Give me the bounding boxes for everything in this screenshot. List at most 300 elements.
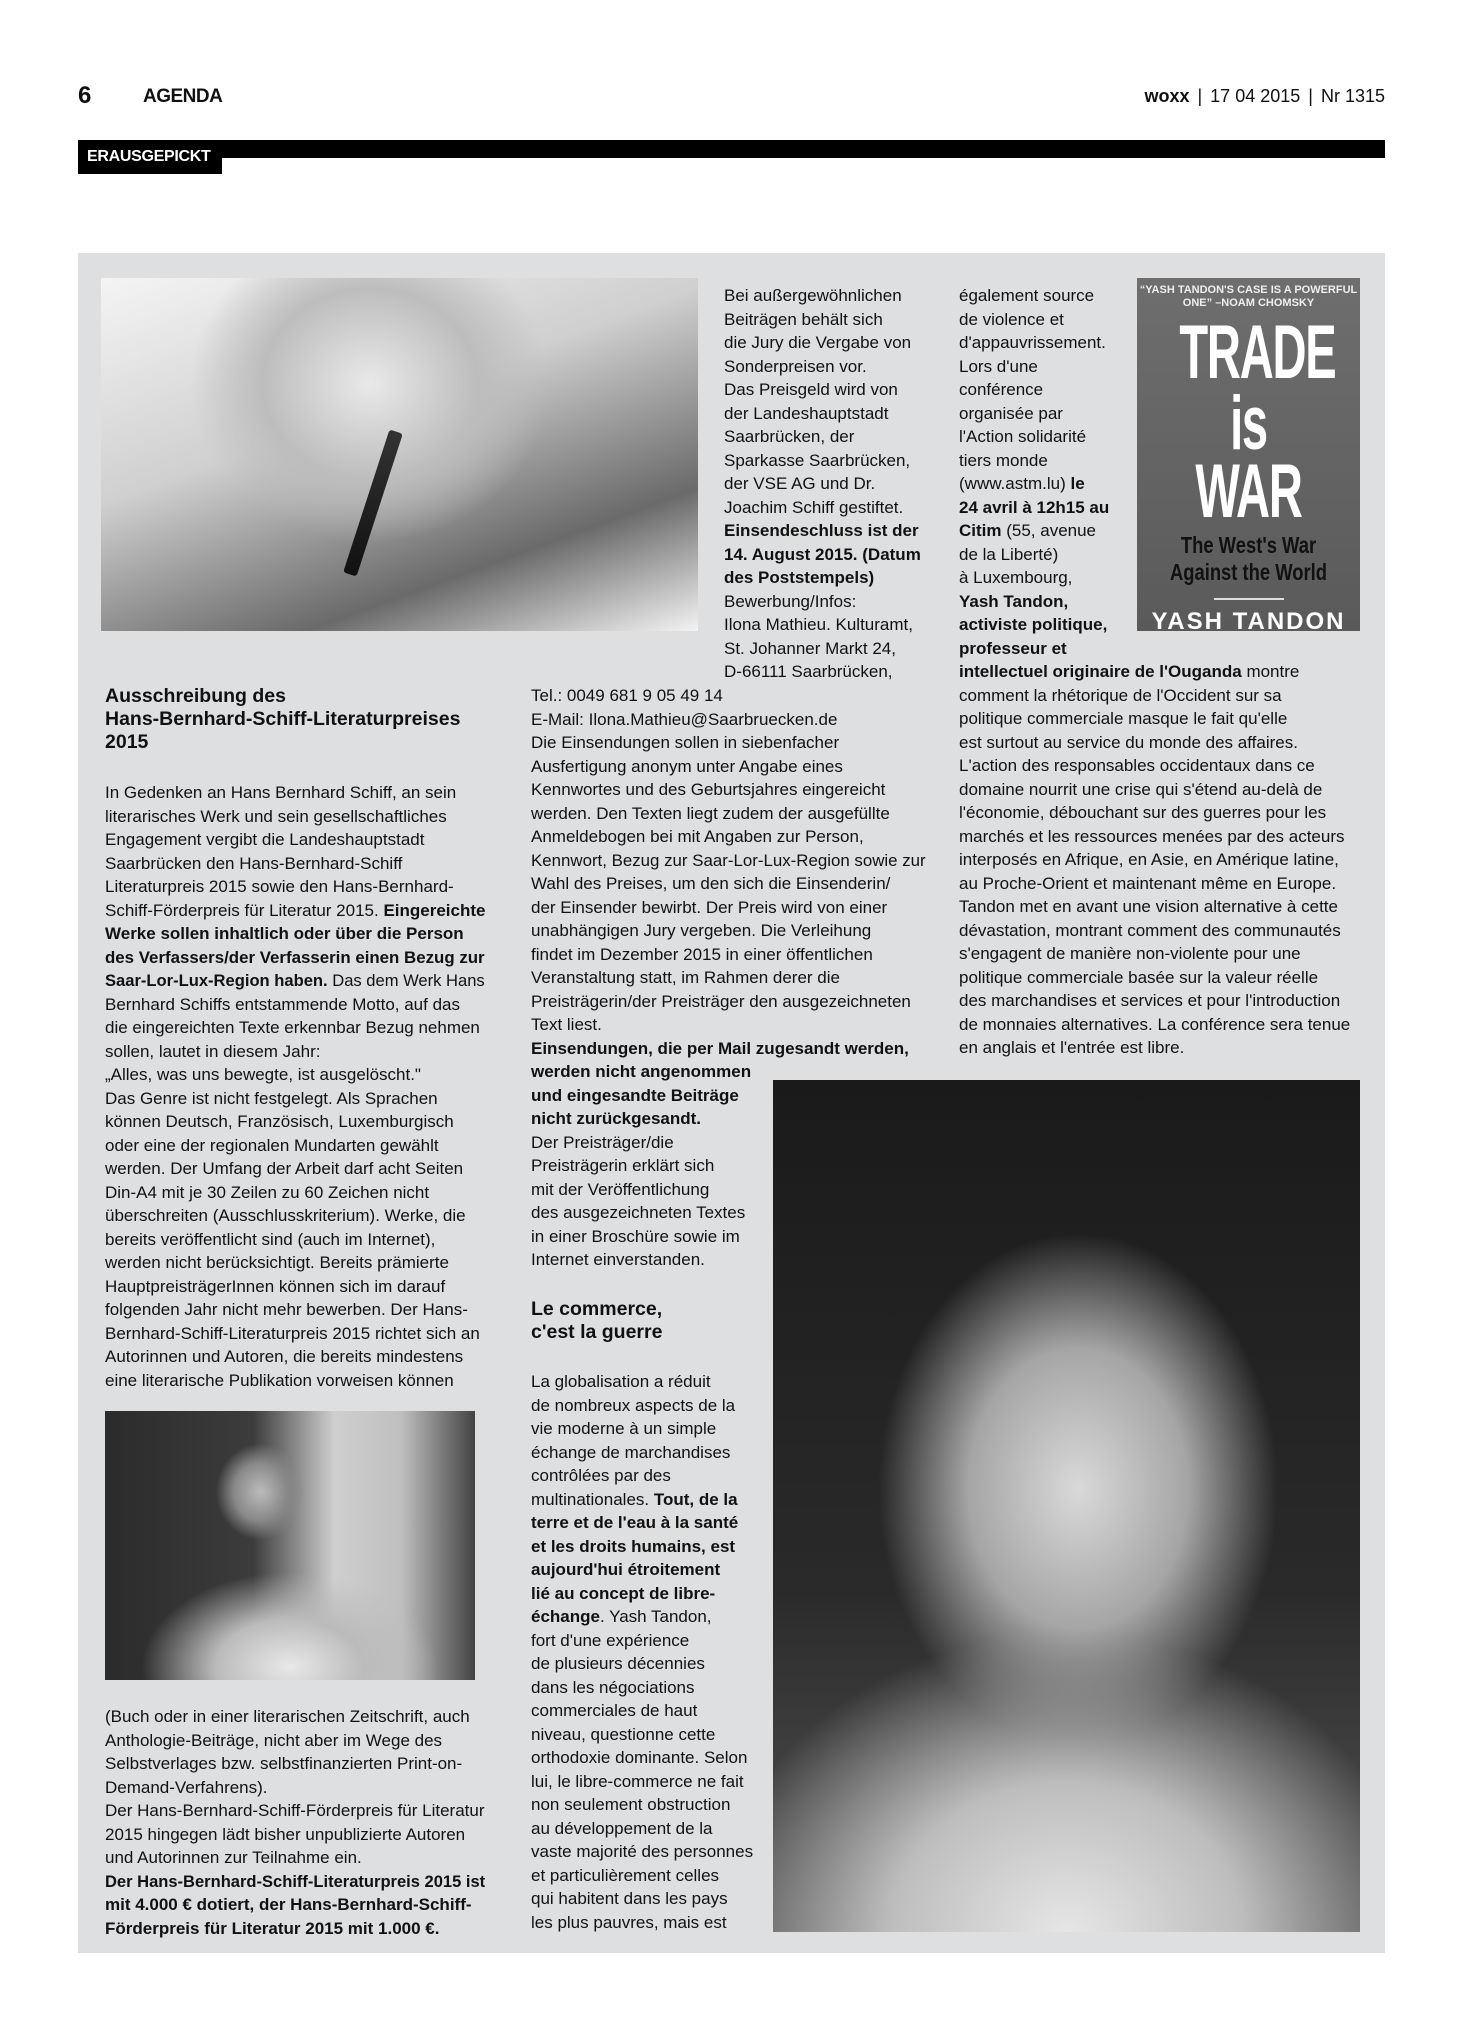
text: Saarbrücken, der: [724, 427, 855, 446]
text-line: [531, 849, 926, 873]
text: Anthologie-Beiträge, nicht aber im Wege des: [105, 1730, 443, 1750]
text: à Luxembourg,: [959, 568, 1073, 587]
text: unabhängigen Jury vergeben. Die Verleihung: [531, 921, 872, 940]
text-line: [531, 1770, 761, 1794]
book-subtitle: The West's War Against the World: [1169, 532, 1328, 585]
text: werden. Den Texten liegt zudem der ausgefüllte: [531, 803, 890, 823]
bold-text: 24 avril à 12h15 au: [959, 497, 1110, 517]
bold-text: terre et de l'eau à la santé: [531, 1513, 739, 1532]
text: (www.astm.lu): [959, 474, 1071, 493]
bold-text: Werke sollen inhaltlich oder über die Person: [105, 924, 464, 943]
text-line: [105, 1134, 485, 1158]
text-line: [105, 828, 485, 852]
text-line: [959, 543, 1129, 567]
text-line: [724, 613, 929, 637]
text: mit der Veröffentlichung: [531, 1179, 710, 1199]
text: Beiträgen behält sich: [724, 309, 883, 329]
text-line: [105, 1063, 485, 1087]
text-line: [959, 731, 1359, 755]
text: lui, le libre-commerce ne fait: [531, 1771, 744, 1791]
text-line: [531, 1013, 926, 1037]
text-line: [105, 708, 485, 731]
text-line: [531, 896, 926, 920]
text-line: [724, 566, 929, 590]
text: Ausschreibung des: [105, 685, 286, 707]
bold-text: des Verfassers/der Verfasserin einen Bezug zur: [105, 947, 485, 967]
text-line: [531, 1248, 926, 1272]
text-line: [959, 942, 1359, 966]
text-line: [105, 899, 485, 923]
bold-text: nicht zurückgesandt.: [531, 1109, 702, 1128]
book-title-line2: is WAR: [1195, 381, 1302, 534]
text-line: [959, 566, 1129, 590]
text-line: [724, 519, 929, 543]
text: oder eine der regionalen Mundarten gewählt: [105, 1135, 439, 1155]
text-line: [724, 284, 929, 308]
text-line: [105, 1157, 485, 1181]
text: die Jury die Vergabe von: [724, 333, 912, 352]
text: contrôlées par des: [531, 1466, 671, 1485]
text-line: [724, 449, 929, 473]
article2-heading: [531, 1298, 761, 1344]
text: Ilona Mathieu. Kulturamt,: [724, 615, 913, 634]
text: et particulièrement celles: [531, 1865, 720, 1885]
bold-text: professeur et: [959, 638, 1067, 658]
bold-text: Einsendungen, die per Mail zugesandt werden,: [531, 1038, 909, 1058]
text-line: [724, 590, 929, 614]
masthead: [1144, 86, 1385, 107]
text: de la Liberté): [959, 544, 1059, 564]
text: des ausgezeichneten Textes: [531, 1203, 746, 1222]
text: Bernhard-Schiff-Literaturpreis 2015 richtet sich an: [105, 1323, 480, 1343]
text: der Landeshauptstadt: [724, 403, 889, 423]
text: bereits veröffentlicht sind (auch im Internet),: [105, 1229, 436, 1249]
article1-body-mid-top: [724, 284, 929, 684]
text: Der Preisträger/die: [531, 1132, 674, 1152]
text-line: [959, 778, 1359, 802]
text-line: [105, 993, 485, 1017]
text: comment la rhétorique de l'Occident sur sa: [959, 685, 1282, 705]
text: in einer Broschüre sowie im: [531, 1226, 740, 1246]
text-line: [105, 1110, 485, 1134]
text-line: [105, 922, 485, 946]
text-line: [531, 1201, 926, 1225]
text-line: [105, 875, 485, 899]
text-line: [531, 1417, 761, 1441]
text-line: [531, 990, 926, 1014]
text-line: [959, 825, 1359, 849]
text: sollen, lautet in diesem Jahr:: [105, 1041, 321, 1061]
bold-text: et les droits humains, est: [531, 1536, 736, 1556]
text: werden nicht berücksichtigt. Bereits prämierte: [105, 1253, 449, 1272]
text-line: [959, 355, 1129, 379]
text: Der Hans-Bernhard-Schiff-Förderpreis für Literatur: [105, 1801, 485, 1820]
text: multinationales.: [531, 1489, 654, 1509]
text: qui habitent dans les pays: [531, 1889, 728, 1908]
text-line: [105, 946, 485, 970]
text-line: [105, 1870, 486, 1894]
text-line: [959, 919, 1359, 943]
text-line: [531, 1535, 761, 1559]
text-line: [959, 895, 1359, 919]
text-line: [105, 1251, 485, 1275]
text-line: [531, 1864, 761, 1888]
text: Veranstaltung statt, im Rahmen derer die: [531, 968, 840, 987]
text: s'engagent de manière non-violente pour une: [959, 944, 1301, 963]
text: interposés en Afrique, en Asie, en Amérique latine,: [959, 850, 1339, 869]
text-line: [105, 731, 485, 754]
text-line: [105, 1799, 485, 1823]
text: Text liest.: [531, 1015, 602, 1034]
text: Joachim Schiff gestiftet.: [724, 497, 904, 517]
text: 2015: [105, 731, 149, 753]
text: literarisches Werk und sein gesellschaftliches: [105, 806, 447, 826]
text: non seulement obstruction: [531, 1795, 731, 1814]
text-line: [959, 449, 1129, 473]
text: Lors d'une: [959, 356, 1038, 376]
bold-text: mit 4.000 € dotiert, der Hans-Bernhard-Schiff-: [105, 1895, 472, 1914]
text-line: [959, 989, 1359, 1013]
text-line: [959, 331, 1129, 355]
text: Kennwort, Bezug zur Saar-Lor-Lux-Region sowie zur: [531, 850, 926, 870]
text-line: [105, 1298, 485, 1322]
text-line: [531, 1037, 926, 1061]
text-line: [959, 1013, 1359, 1037]
text-line: [531, 1746, 761, 1770]
text: . Yash Tandon,: [599, 1607, 712, 1626]
text: vie moderne à un simple: [531, 1419, 717, 1438]
text: orthodoxie dominante. Selon: [531, 1748, 748, 1767]
text-line: [724, 660, 929, 684]
text: Tandon met en avant une vision alternative à cette: [959, 897, 1338, 916]
bold-text: le: [1070, 474, 1085, 493]
text-line: [531, 1107, 926, 1131]
text-line: [959, 472, 1129, 496]
text: c'est la guerre: [531, 1321, 663, 1343]
text: au Proche-Orient et maintenant même en Europe.: [959, 873, 1337, 893]
text: Bewerbung/Infos:: [724, 591, 857, 611]
bold-text: des Poststempels): [724, 568, 875, 587]
book-quote: “YASH TANDON'S CASE IS A POWERFUL ONE” –NOAM CHOMSKY: [1139, 284, 1358, 309]
text: Anmeldebogen bei mit Angaben zur Person,: [531, 827, 864, 846]
text: dévastation, montrant comment des communautés: [959, 920, 1341, 940]
text: est surtout au service du monde des affaires.: [959, 732, 1298, 752]
text: Preisträgerin erklärt sich: [531, 1156, 715, 1175]
text: politique commerciale masque le fait qu'elle: [959, 709, 1288, 728]
text: Demand-Verfahrens).: [105, 1777, 268, 1797]
article1-body-left: [105, 781, 485, 1392]
text: D-66111 Saarbrücken,: [724, 662, 893, 681]
text: Din-A4 mit je 30 Zeilen zu 60 Zeichen nicht: [105, 1182, 430, 1202]
issue-date: 17 04 2015: [1210, 86, 1301, 106]
text: Bei außergewöhnlichen: [724, 286, 902, 305]
text: Kennwortes und des Geburtsjahres eingereicht: [531, 780, 886, 799]
text: St. Johanner Markt 24,: [724, 638, 896, 658]
text-line: [105, 969, 485, 993]
text: l'Action solidarité: [959, 427, 1087, 446]
text-line: [531, 755, 926, 779]
text-line: [531, 1652, 761, 1676]
text: d'appauvrissement.: [959, 333, 1106, 352]
text: (55, avenue: [1001, 521, 1097, 540]
text-line: [959, 848, 1359, 872]
text-line: [105, 805, 485, 829]
text: au développement de la: [531, 1818, 713, 1838]
text: Sparkasse Saarbrücken,: [724, 450, 911, 470]
text: Schiff-Förderpreis für Literatur 2015.: [105, 900, 384, 920]
text-line: [724, 637, 929, 661]
text: Tel.: 0049 681 9 05 49 14: [531, 686, 723, 705]
text-line: [531, 1676, 761, 1700]
text-line: [105, 1204, 485, 1228]
text-line: [531, 1225, 926, 1249]
text-line: [105, 1893, 485, 1917]
text-line: [105, 1181, 485, 1205]
text-line: [531, 1817, 761, 1841]
text: dans les négociations: [531, 1677, 695, 1697]
text-line: [959, 425, 1129, 449]
section-rule: [78, 140, 1385, 158]
text-line: [105, 1729, 485, 1753]
text-line: [531, 1394, 761, 1418]
text-line: [531, 778, 926, 802]
separator: |: [1308, 86, 1313, 106]
text-line: [531, 1441, 761, 1465]
text: E-Mail: Ilona.Mathieu@Saarbruecken.de: [531, 709, 838, 729]
text-line: [959, 801, 1359, 825]
bold-text: Yash Tandon,: [959, 591, 1069, 611]
text: der Einsender bewirbt. Der Preis wird von einer: [531, 897, 888, 917]
bold-text: Eingereichte: [383, 900, 486, 920]
page-number: 6: [78, 82, 92, 109]
issue-number: Nr 1315: [1320, 86, 1385, 106]
publication-name: woxx: [1144, 86, 1190, 106]
text-line: [959, 402, 1129, 426]
text: In Gedenken an Hans Bernhard Schiff, an sein: [105, 783, 457, 802]
text: der VSE AG und Dr.: [724, 474, 876, 493]
text-line: [959, 519, 1129, 543]
text-line: [105, 685, 485, 708]
text-line: [959, 660, 1359, 684]
article1-body-left-bottom: [105, 1705, 485, 1940]
text: Le commerce,: [531, 1298, 663, 1320]
text-line: [724, 472, 929, 496]
text-line: [105, 1228, 485, 1252]
text-line: [105, 781, 485, 805]
text: HauptpreisträgerInnen können sich im darauf: [105, 1276, 446, 1296]
article2-body-right-top: [959, 284, 1129, 660]
bold-text: activiste politique,: [959, 615, 1108, 634]
article1-body-mid: [531, 684, 926, 1272]
text: vaste majorité des personnes: [531, 1842, 754, 1861]
text: Engagement vergibt die Landeshauptstadt: [105, 830, 425, 849]
bold-text: Citim: [959, 521, 1002, 540]
text: Sonderpreisen vor.: [724, 356, 867, 376]
text-line: [724, 543, 929, 567]
text: les plus pauvres, mais est: [531, 1912, 727, 1932]
text: Ausfertigung anonym unter Angabe eines: [531, 756, 843, 776]
text: fort d'une expérience: [531, 1630, 690, 1650]
text: die eingereichten Texte erkennbar Bezug nehmen: [105, 1018, 480, 1037]
section-title: AGENDA: [143, 86, 223, 107]
text: tiers monde: [959, 450, 1048, 470]
text: überschreiten (Ausschlusskriterium). Werke, die: [105, 1206, 466, 1225]
bold-text: Förderpreis für Literatur 2015 mit 1.000 €.: [105, 1918, 440, 1938]
bold-text: intellectuel originaire de l'Ouganda: [959, 662, 1242, 681]
text: Das dem Werk Hans: [327, 971, 485, 990]
text: „Alles, was uns bewegte, ist ausgelöscht.": [105, 1065, 421, 1084]
text-line: [531, 731, 926, 755]
text: Das Genre ist nicht festgelegt. Als Sprachen: [105, 1088, 438, 1108]
text-line: [531, 1060, 926, 1084]
text-line: [531, 1629, 761, 1653]
rubric-label: ERAUSGEPICKT: [78, 140, 222, 174]
fountain-pen-photo: [101, 278, 698, 631]
text-line: [531, 1840, 761, 1864]
text: échange de marchandises: [531, 1442, 731, 1462]
text: des marchandises et services et pour l'introduction: [959, 991, 1341, 1010]
bold-text: 14. August 2015. (Datum: [724, 544, 921, 564]
text: und Autorinnen zur Teilnahme ein.: [105, 1848, 362, 1867]
text-line: [105, 1752, 485, 1776]
article2-body-mid: [531, 1370, 761, 1934]
text: folgenden Jahr nicht mehr bewerben. Der Hans-: [105, 1300, 468, 1319]
text: 2015 hingegen lädt bisher unpublizierte Autoren: [105, 1824, 466, 1844]
text-line: [531, 1084, 926, 1108]
bold-text: Tout, de la: [653, 1489, 738, 1509]
text-line: [531, 1887, 761, 1911]
text-line: [959, 308, 1129, 332]
text: eine literarische Publikation vorweisen können: [105, 1370, 454, 1390]
text-line: [105, 1917, 485, 1941]
text-line: [959, 613, 1129, 637]
bold-text: lié au concept de libre-: [531, 1583, 716, 1603]
book-divider: [1214, 598, 1284, 600]
text-line: [531, 1321, 761, 1344]
text: en anglais et l'entrée est libre.: [959, 1038, 1185, 1057]
text: Preisträgerin/der Preisträger den ausgezeichneten: [531, 991, 911, 1011]
bold-text: und eingesandte Beiträge: [531, 1085, 739, 1105]
text-line: [531, 1723, 761, 1747]
text-line: [531, 1370, 761, 1394]
book-title-line1: TRADE: [1179, 310, 1336, 395]
text-line: [531, 1582, 761, 1606]
text-line: [531, 1911, 761, 1935]
text: Literaturpreis 2015 sowie den Hans-Bernhard-: [105, 877, 454, 896]
text-line: [105, 1016, 485, 1040]
text-line: [105, 1846, 485, 1870]
text: commerciales de haut: [531, 1701, 698, 1720]
text-line: [724, 331, 929, 355]
text: Internet einverstanden.: [531, 1250, 705, 1269]
text-line: [531, 943, 926, 967]
text-line: [531, 1131, 926, 1155]
text-line: [105, 1322, 485, 1346]
text-line: [531, 1154, 926, 1178]
text-line: [959, 378, 1129, 402]
text: organisée par: [959, 403, 1063, 423]
text-line: [531, 966, 926, 990]
book-author: YASH TANDON: [1151, 608, 1346, 631]
text-line: [531, 1464, 761, 1488]
text: l'économie, débouchant sur des guerres pour les: [959, 803, 1327, 822]
article2-body-right: [959, 660, 1359, 1060]
bold-text: werden nicht angenommen: [531, 1062, 752, 1081]
text: (Buch oder in einer literarischen Zeitschrift, auch: [105, 1707, 470, 1726]
text: Wahl des Preises, um den sich die Einsenderin/: [531, 874, 891, 893]
bold-text: Saar-Lor-Lux-Region haben.: [105, 971, 328, 990]
text-line: [959, 590, 1129, 614]
text-line: [531, 802, 926, 826]
text-line: [724, 425, 929, 449]
text-line: [531, 825, 926, 849]
text-line: [105, 1369, 485, 1393]
text-line: [531, 708, 926, 732]
book-cover-image: [1137, 278, 1360, 631]
text-line: [531, 1558, 761, 1582]
text: werden. Der Umfang der Arbeit darf acht Seiten: [105, 1159, 464, 1178]
text-line: [959, 284, 1129, 308]
text: de violence et: [959, 309, 1064, 329]
text: Die Einsendungen sollen in siebenfacher: [531, 733, 840, 752]
text: de plusieurs décennies: [531, 1654, 705, 1673]
text-line: [531, 872, 926, 896]
text: Hans-Bernhard-Schiff-Literaturpreises: [105, 708, 461, 730]
text: de monnaies alternatives. La conférence sera tenue: [959, 1014, 1351, 1034]
bold-text: Einsendeschluss ist der: [724, 521, 919, 540]
hans-bernhard-schiff-photo: [105, 1411, 475, 1680]
text-line: [959, 496, 1129, 520]
text: domaine nourrit une crise qui s'étend au-delà de: [959, 779, 1323, 799]
pen-nib: [343, 430, 403, 577]
text-line: [531, 1488, 761, 1512]
text-line: [959, 637, 1129, 661]
bold-text: Der Hans-Bernhard-Schiff-Literaturpreis 2015 ist: [105, 1871, 486, 1891]
text-line: [105, 1345, 485, 1369]
text-line: [105, 1087, 485, 1111]
text: Bernhard Schiffs entstammende Motto, auf das: [105, 994, 460, 1014]
text: findet im Dezember 2015 in einer öffentlichen: [531, 944, 873, 964]
text: marchés et les ressources menées par des acteurs: [959, 826, 1345, 846]
text-line: [531, 1178, 926, 1202]
text-line: [724, 355, 929, 379]
text-line: [959, 1036, 1359, 1060]
text-line: [105, 1823, 485, 1847]
separator: |: [1197, 86, 1203, 106]
text: de nombreux aspects de la: [531, 1395, 736, 1415]
text: également source: [959, 286, 1095, 305]
text: L'action des responsables occidentaux dans ce: [959, 756, 1315, 775]
text-line: [724, 308, 929, 332]
text: politique commerciale basée sur la valeur réelle: [959, 967, 1319, 987]
bold-text: aujourd'hui étroitement: [531, 1560, 721, 1579]
text: Selbstverlages bzw. selbstfinanzierten Print-on-: [105, 1754, 463, 1773]
text: Autorinnen und Autoren, die bereits mindestens: [105, 1347, 464, 1366]
text-line: [531, 1298, 761, 1321]
text-line: [105, 1040, 485, 1064]
text-line: [724, 496, 929, 520]
text: niveau, questionne cette: [531, 1724, 716, 1744]
text-line: [531, 1699, 761, 1723]
text-line: [531, 919, 926, 943]
text-line: [105, 1776, 485, 1800]
text: La globalisation a réduit: [531, 1372, 711, 1391]
text: montre: [1241, 662, 1300, 681]
text: können Deutsch, Französisch, Luxemburgisch: [105, 1112, 454, 1131]
text: conférence: [959, 380, 1044, 399]
text-line: [105, 1275, 485, 1299]
text-line: [959, 684, 1359, 708]
